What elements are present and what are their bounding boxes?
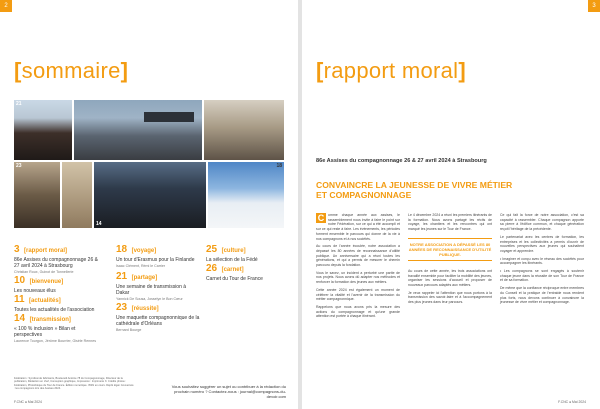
photo-hall bbox=[204, 100, 284, 160]
toc-entry-transmission[interactable]: 14 [transmission] « 100 % inclusion » Bilan et perspectives Laurence Tourgon, Jérôme Bourrier, Gisèle Rennes bbox=[14, 313, 97, 343]
photo-number: 21 bbox=[16, 101, 22, 107]
toc-entry-culture[interactable]: 25 [culture] La sélection de la Fédé bbox=[206, 244, 258, 263]
page-title: [rapport moral] bbox=[316, 58, 467, 83]
page-title-text: sommaire bbox=[21, 58, 121, 83]
toc-entry-partage[interactable]: 21 [partage] Une semaine de transmission à Dakar Yannick De Sousa, Josselyn le Bon Cœur bbox=[116, 271, 187, 301]
article-column-1: C omme chaque année aux assises, le rassemblement nous invite à faire le point sur notre Fédération, sur ce qui a été accompli et sur ce qui reste à faire. Les évènements, les périodes forment ensemble le parcours qui donne de la vie à nos compagnons et à nos sociétés. Au cours de l'année écoulée, notre association a dépassé les 80 années de reconnaissance d'utilité publique. Un anniversaire qui a réuni toutes les générations, et qui a permis de mesurer le chemin parcouru depuis la fondation. Vous le savez, un incident a perturbé une partie de nos projets. Nous avons dû adapter nos méthodes et renforcer la formation des jeunes aux métiers. Cette année 2024 est également un moment de célébrer la vitalité et l'avenir de la transmission du métier compagnonnique. Rappelons que nous avons pris la mesure des actions du compagnonnage et qu'une grande attention est portée à chaque itinérant. bbox=[316, 213, 400, 319]
toc-entry-voyage[interactable]: 18 [voyage] Un tour d'Erasmus pour la Finlande Isaac Clément, Rémi le Carrier bbox=[116, 244, 195, 268]
page-footer: F.CNC ● Mai 2024 bbox=[558, 400, 586, 404]
assises-subtitle: 86e Assises du compagnonnage 26 & 27 avril 2024 à Strasbourg bbox=[316, 158, 487, 164]
photo-workshop bbox=[62, 162, 92, 228]
page-title: [sommaire] bbox=[14, 58, 129, 83]
toc-entry-bienvenue[interactable]: 10 [bienvenue] Les nouveaux élus bbox=[14, 275, 64, 294]
article-headline: CONVAINCRE LA JEUNESSE DE VIVRE MÉTIER ET COMPAGNONNAGE bbox=[316, 180, 513, 200]
left-page bbox=[0, 0, 298, 409]
page-title-text: rapport moral bbox=[323, 58, 459, 83]
building-sign bbox=[144, 112, 194, 122]
photo-group-stage bbox=[94, 162, 206, 228]
article-column-2: Le 4 décembre 2024 a réuni les premiers itinérants de la formation. Nous avons partagé les récits de voyage, les chantiers et les rencontres qui ont marqué les jeunes sur le Tour de France. NOTRE ASSOCIATION A DÉPASSÉ LES 80 ANNÉES DE RECONNAISSANCE D'UTILITÉ PUBLIQUE. Au cours de cette année, les trois associations ont travaillé ensemble pour faciliter la mobilité des jeunes, organiser les sessions d'accueil et proposer de nouveaux parcours adaptés aux métiers. Je veux rappeler ici l'attention que nous portons à la transmission des savoir-faire et à l'accompagnement des plus jeunes dans leur parcours. bbox=[408, 213, 492, 305]
article-column-3: Ce qui fait la force de notre association, c'est sa capacité à rassembler. Chaque compagnon apporte sa pierre à l'édifice commun, et chaque génération reçoit l'héritage de la précédente. Le partenariat avec les centres de formation, les entreprises et les collectivités a permis d'ouvrir de nouvelles perspectives aux jeunes qui souhaitent voyager et apprendre. • Imaginer et conçu avec le réseau des sociétés pour accompagner les itinérants. • Les compagnons se sont engagés à soutenir chaque jeune dans la réussite de son Tour de France et de sa formation. De même que la confiance réciproque entre membres du Conseil et la pratique de l'entraide nous rendent plus forts, nous devons continuer à convaincre la jeunesse de vivre métier et compagnonnage. bbox=[500, 213, 584, 305]
photo-number: 14 bbox=[96, 221, 102, 227]
page-number: 3 bbox=[588, 0, 600, 12]
toc-entry-rapport-moral[interactable]: 3 [rapport moral] 86e Assises du compagnonnage 26 & 27 avril 2024 à Strasbourg Christian Roux, Guinot de Tonnellerie bbox=[14, 244, 98, 274]
toc-entry-actualites[interactable]: 11 [actualités] Toutes les actualités de l'association bbox=[14, 294, 95, 313]
right-page bbox=[302, 0, 600, 409]
photo-snow-landscape bbox=[208, 162, 284, 228]
photo-group-room bbox=[14, 162, 60, 228]
photo-building bbox=[74, 100, 202, 160]
photo-group-people bbox=[14, 100, 72, 160]
photo-number: 18 bbox=[276, 163, 282, 169]
page-number: 2 bbox=[0, 0, 12, 12]
toc-entry-reussite[interactable]: 23 [réussite] Une maquette compagnonnique de la cathédrale d'Orléans Bernard Bourge bbox=[116, 302, 200, 332]
drop-cap: C bbox=[317, 213, 325, 223]
publication-credits: Fédération : Syndicat de fabricants, Boulevard Antoine 78 du Compagnonnage, Directeur de la publication, Rédaction en chef, Conception graphique, Impression : Imprimerie X. Crédits photos : Fédération, Photothèque du Tour de France. Édition numérique. ISSN en cours. Dépôt légal. Couverture : les compagnons lors des Assises 2024. bbox=[14, 377, 134, 391]
photo-number: 23 bbox=[16, 163, 22, 169]
toc-entry-carnet[interactable]: 26 [carnet] Carnet du Tour de France bbox=[206, 263, 263, 282]
pull-quote: NOTRE ASSOCIATION A DÉPASSÉ LES 80 ANNÉES DE RECONNAISSANCE D'UTILITÉ PUBLIQUE. bbox=[408, 238, 492, 261]
contribution-invite: Vous souhaitez suggérer un sujet ou contribuer à la rédaction du prochain numéro ? Contactez-nous : journal@compagnons-du-devoir.com bbox=[171, 384, 286, 399]
page-footer: F.CNC ● Mai 2024 bbox=[14, 400, 42, 404]
